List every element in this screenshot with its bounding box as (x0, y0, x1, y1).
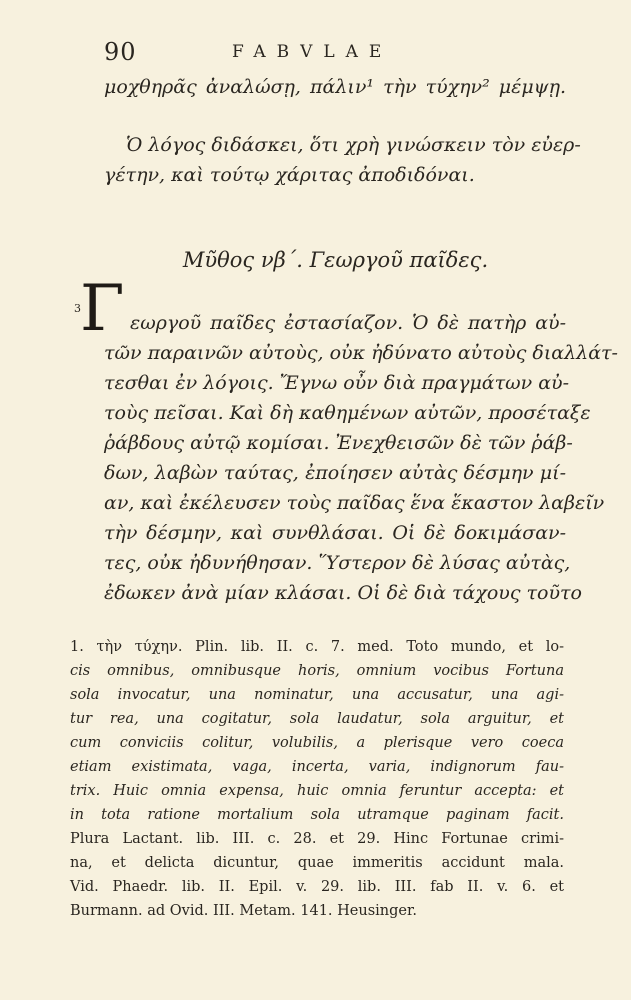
footnote-line-4: tur rea, una cogitatur, sola laudatur, sola arguitur, et (70, 711, 564, 727)
body-line-6: δων, λαβὼν ταύτας, ἐποίησεν αὐτὰς δέσμην μί- (104, 462, 566, 484)
body-line-4: τοὺς πεῖσαι. Καὶ δὴ καθημένων αὐτῶν, προσέταξε (104, 402, 591, 424)
body-line-2: τῶν παραινῶν αὐτοὺς, οὐκ ἠδύνατο αὐτοὺς διαλλάτ- (104, 342, 618, 364)
body-line-8: τὴν δέσμην, καὶ συνθλάσαι. Οἱ δὲ δοκιμάσαν- (104, 522, 566, 544)
footnote-line-5: cum conviciis colitur, volubilis, a plerisque vero coeca (70, 735, 564, 751)
body-line-7: αν, καὶ ἐκέλευσεν τοὺς παῖδας ἕνα ἕκαστον λαβεῖν (104, 492, 605, 514)
footnote-line-7: trix. Huic omnia expensa, huic omnia feruntur accepta: et (70, 783, 564, 799)
running-header (104, 38, 524, 74)
footnote-line-3: sola invocatur, una nominatur, una accusatur, una agi- (70, 687, 564, 703)
body-line-5: ῥάβδους αὐτῷ κομίσαι. Ἐνεχθεισῶν δὲ τῶν ῥάβ- (104, 432, 573, 454)
body-line-1: εωργοῦ παῖδες ἐστασίαζον. Ὁ δὲ πατὴρ αὐ- (130, 312, 566, 334)
footnote-line-8: in tota ratione mortalium sola utramque paginam facit. (70, 807, 564, 823)
footnote-line-6: etiam existimata, vaga, incerta, varia, indignorum fau- (70, 759, 564, 775)
footnote-line-11: Vid. Phaedr. lib. II. Epil. v. 29. lib. III. fab II. v. 6. et (70, 879, 564, 895)
moral-line-2: γέτην, καὶ τούτῳ χάριτας ἀποδιδόναι. (104, 164, 475, 186)
body-line-3: τεσθαι ἐν λόγοις. Ἔγνω οὖν διὰ πραγμάτων αὐ- (104, 372, 570, 394)
top-line: μοχθηρᾶς ἀναλώσῃ, πάλιν¹ τὴν τύχην² μέμψῃ. (104, 76, 566, 98)
body-line-10: ἐδωκεν ἀνὰ μίαν κλάσαι. Οἱ δὲ διὰ τάχους τοῦτο (104, 582, 582, 604)
moral-line-1: Ὁ λόγος διδάσκει, ὅτι χρὴ γινώσκειν τὸν εὐερ- (126, 134, 581, 156)
fable-title: Μῦθος νβ΄. Γεωργοῦ παῖδες. (182, 248, 489, 272)
running-title: FABVLAE (232, 42, 393, 62)
footnote-line-12: Burmann. ad Ovid. III. Metam. 141. Heusinger. (70, 903, 417, 919)
footnote-line-10: na, et delicta dicuntur, quae immeritis accidunt mala. (70, 855, 564, 871)
footnote-line-9: Plura Lactant. lib. III. c. 28. et 29. Hinc Fortunae crimi- (70, 831, 564, 847)
footnote-line-1: 1. τὴν τύχην. Plin. lib. II. c. 7. med. Toto mundo, et lo- (70, 639, 564, 655)
drop-cap: Γ (80, 272, 125, 346)
footnote-marker: 3 (74, 302, 81, 315)
page-number: 90 (104, 38, 137, 66)
footnote-line-2: cis omnibus, omnibusque horis, omnium vocibus Fortuna (70, 663, 564, 679)
body-line-9: τες, οὐκ ἠδυνήθησαν. Ὕστερον δὲ λύσας αὐτὰς, (104, 552, 571, 574)
